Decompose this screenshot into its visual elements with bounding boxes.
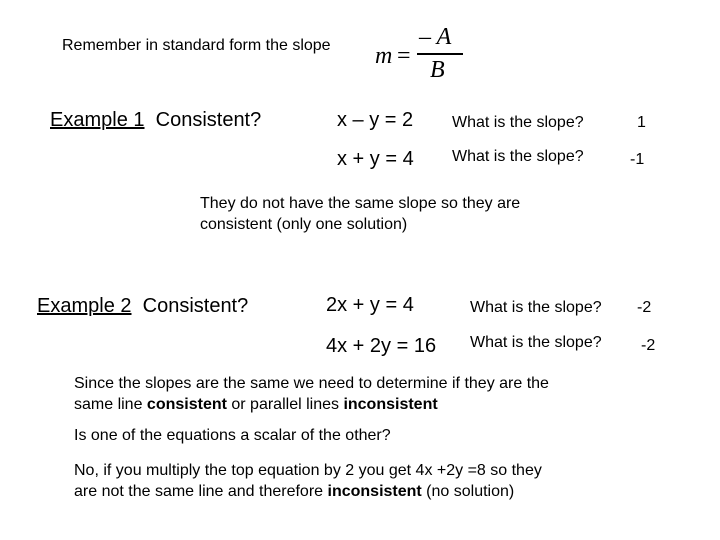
example2-equation-1: 2x + y = 4 (326, 294, 414, 316)
same-slope-explanation (74, 373, 549, 415)
example1-equation-2: x + y = 4 (337, 148, 414, 170)
same-slope-line-2 (74, 394, 549, 415)
example1-conclusion-line-2: consistent (only one solution) (200, 216, 408, 233)
example2-label: Example 2 (37, 295, 132, 317)
example1-equation-1: x – y = 2 (337, 109, 414, 131)
example1-slope-answer-2: -1 (630, 151, 645, 168)
intro-text: Remember in standard form the slope (62, 37, 331, 54)
same-slope-line-1: Since the slopes are the same we need to determine if they are the (74, 375, 549, 392)
example1-question: Consistent? (155, 109, 262, 131)
inconsistent-conclusion-term: inconsistent (327, 483, 422, 500)
scalar-question: Is one of the equations a scalar of the other? (74, 427, 391, 444)
example2-slope-answer-2: -2 (641, 337, 656, 354)
inconsistent-term: inconsistent (343, 396, 438, 413)
example2-slope-question-2: What is the slope? (470, 334, 602, 351)
scalar-answer-text-a: are not the same line and therefore (74, 483, 328, 500)
same-slope-text-c: or parallel lines (226, 396, 344, 413)
example1-conclusion-line-1: They do not have the same slope so they are (200, 195, 521, 212)
consistent-term: consistent (146, 396, 227, 413)
formula-denominator: B (430, 57, 445, 83)
same-slope-text-a: same line (74, 396, 147, 413)
fraction-bar (417, 53, 463, 55)
formula-equals: = (397, 43, 411, 69)
example1-slope-question-1: What is the slope? (452, 114, 584, 131)
example1-heading (50, 109, 261, 132)
slope-formula (375, 24, 465, 84)
example1-slope-question-2: What is the slope? (452, 148, 584, 165)
example1-label: Example 1 (50, 109, 145, 131)
scalar-answer-text-c: (no solution) (421, 483, 515, 500)
example2-equation-2: 4x + 2y = 16 (326, 335, 437, 357)
example2-question: Consistent? (142, 295, 249, 317)
formula-numerator: – A (419, 24, 452, 50)
scalar-answer (74, 460, 542, 502)
example1-conclusion (200, 193, 520, 235)
example2-slope-answer-1: -2 (637, 299, 652, 316)
example2-heading (37, 295, 248, 318)
formula-lhs: m (375, 43, 393, 69)
scalar-answer-line-2 (74, 481, 542, 502)
example2-slope-question-1: What is the slope? (470, 299, 602, 316)
scalar-answer-line-1: No, if you multiply the top equation by 2 you get 4x +2y =8 so they (74, 462, 542, 479)
example1-slope-answer-1: 1 (637, 114, 646, 131)
